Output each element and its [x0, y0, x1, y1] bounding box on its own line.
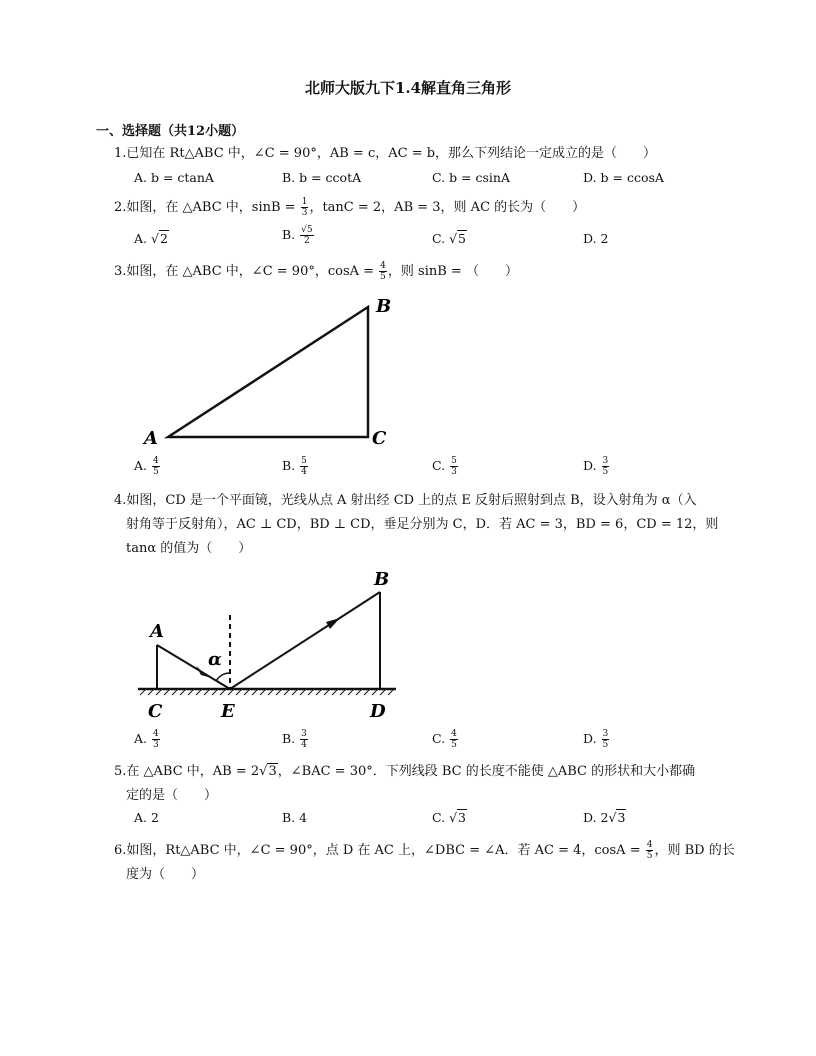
question-1 [114, 141, 656, 167]
angle-label-alpha: α [208, 649, 222, 670]
option-a: A. $\frac{4}{3}$ [134, 729, 159, 750]
question-6-line-2: 度为（ ） [126, 867, 205, 882]
question-4-line-2: 射角等于反射角），AC ⊥ CD，BD ⊥ CD，垂足分别为 C，D．若 AC = 3，BD = 6，CD = 12，则 [126, 517, 719, 532]
question-stem: 如图，在 △ABC 中，sinB = [126, 200, 296, 215]
question-number: 5. [114, 764, 127, 779]
fraction: $\frac{1}{3}$ [301, 197, 308, 218]
option-b: B. $\frac{√5}{2}$ [282, 225, 313, 246]
option-a: A. b = ctanA [134, 170, 214, 185]
question-5-line-2: 定的是（ ） [126, 788, 218, 803]
vertex-label-b: B [376, 296, 392, 317]
question-stem-cont: ，则 sinB = （ ） [387, 264, 518, 279]
fraction: $\frac{4}{5}$ [380, 261, 386, 282]
question-2 [114, 195, 585, 221]
option-b: B. b = ccotA [282, 170, 362, 185]
question-4-line-3: tanα 的值为（ ） [126, 541, 252, 556]
question-3 [114, 259, 518, 285]
page-title: 北师大版九下1.4解直角三角形 [304, 79, 512, 97]
point-label-a: A [150, 621, 164, 642]
option-c: C. √5 [432, 231, 466, 246]
question-4-line-1: 4.如图，CD 是一个平面镜，光线从点 A 射出经 CD 上的点 E 反射后照射到点 B，设入射角为 α（入 [114, 493, 697, 508]
option-b: B. $\frac{3}{4}$ [282, 729, 307, 750]
fraction: $\frac{4}{5}$ [646, 840, 653, 861]
question-6-line-1: 6.如图，Rt△ABC 中，∠C = 90°，点 D 在 AC 上，∠DBC = ∠A．若 AC = 4，cosA = $\frac{4}{5}$ ，则 BD 的长 [114, 840, 735, 861]
triangle-figure [130, 292, 400, 452]
option-b: B. 4 [282, 810, 308, 825]
option-d: D. 2√3 [583, 810, 626, 825]
option-d: D. 2 [583, 231, 609, 246]
option-c: C. $\frac{5}{3}$ [432, 456, 457, 477]
mirror-figure [130, 565, 400, 725]
option-b: B. $\frac{5}{4}$ [282, 456, 307, 477]
question-number: 1. [114, 146, 127, 161]
option-a: A. 2 [134, 810, 159, 825]
question-stem: 如图，在 △ABC 中，∠C = 90°，cosA = [126, 264, 375, 279]
point-label-b: B [374, 569, 390, 590]
point-label-e: E [221, 701, 235, 722]
option-d: D. $\frac{3}{5}$ [583, 456, 609, 477]
option-a: A. $\frac{4}{5}$ [134, 456, 159, 477]
option-c: C. b = csinA [432, 170, 510, 185]
question-number: 2. [114, 200, 127, 215]
option-c: C. √3 [432, 810, 466, 825]
question-stem: 已知在 Rt△ABC 中，∠C = 90°，AB = c，AC = b，那么下列结论一定成立的是（ ） [126, 146, 657, 161]
question-number: 6. [114, 843, 127, 858]
question-5-line-1: 5.在 △ABC 中，AB = 2√3，∠BAC = 30°．下列线段 BC 的长度不能使 △ABC 的形状和大小都确 [114, 764, 696, 779]
point-label-c: C [148, 701, 163, 722]
triangle-abc [168, 307, 368, 437]
reflected-arrow [326, 618, 340, 629]
vertex-label-c: C [372, 428, 387, 449]
option-d: D. $\frac{3}{5}$ [583, 729, 609, 750]
vertex-label-a: A [144, 428, 158, 449]
option-a: A. √2 [134, 231, 168, 246]
option-d: D. b = ccosA [583, 170, 664, 185]
question-number: 3. [114, 264, 127, 279]
point-label-d: D [370, 701, 386, 722]
reflected-ray [230, 592, 380, 689]
question-stem-cont: ，tanC = 2，AB = 3，则 AC 的长为（ ） [309, 200, 586, 215]
option-c: C. $\frac{4}{5}$ [432, 729, 457, 750]
angle-arc [216, 673, 230, 681]
question-number: 4. [114, 493, 127, 508]
section-heading: 一、选择题（共12小题） [96, 124, 245, 139]
